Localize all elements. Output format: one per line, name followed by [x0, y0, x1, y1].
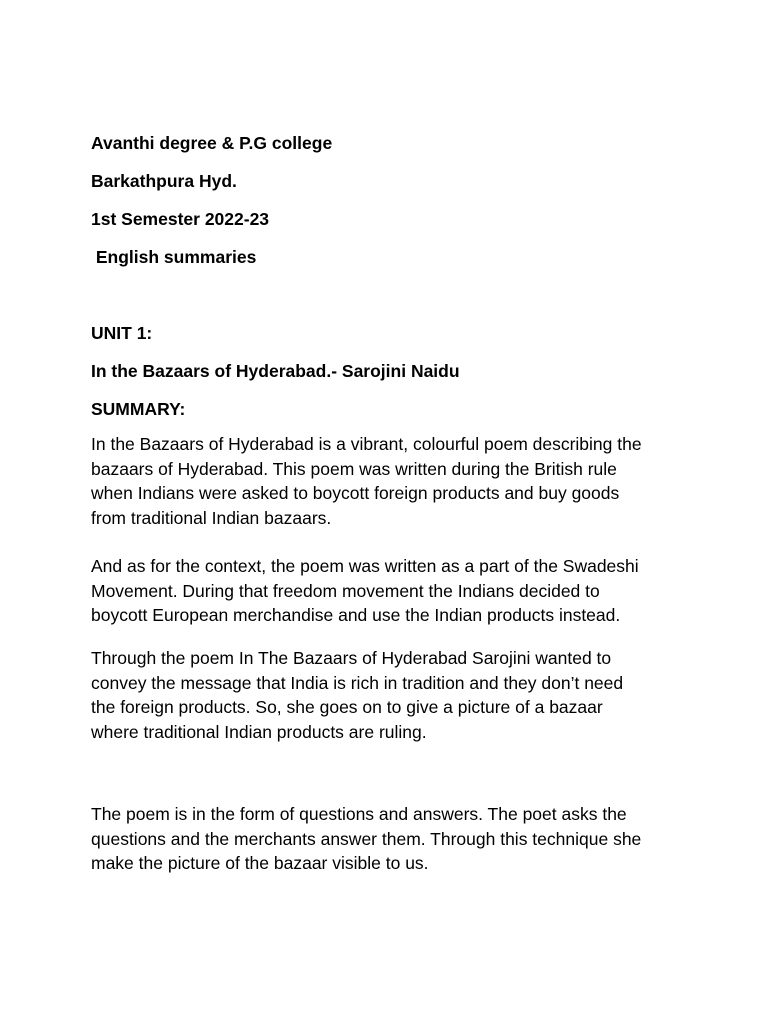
semester-line: 1st Semester 2022-23: [91, 209, 270, 229]
paragraph-line: questions and the merchants answer them. Through this technique she: [91, 828, 642, 849]
college-location: Barkathpura Hyd.: [91, 171, 237, 191]
paragraph-line: the foreign products. So, she goes on to give a picture of a bazaar: [91, 697, 603, 717]
paragraph-line: The poem is in the form of questions and answers. The poet asks the: [91, 804, 627, 824]
paragraph-line: Through the poem In The Bazaars of Hyderabad Sarojini wanted to: [91, 648, 612, 668]
paragraph-line: make the picture of the bazaar visible to us.: [91, 853, 429, 873]
summary-heading: SUMMARY:: [91, 399, 186, 419]
paragraph-3: [91, 646, 721, 744]
paragraph-line: And as for the context, the poem was written as a part of the Swadeshi: [91, 556, 639, 576]
poem-title: In the Bazaars of Hyderabad.- Sarojini Naidu: [91, 361, 460, 381]
paragraph-line: In the Bazaars of Hyderabad is a vibrant, colourful poem describing the: [91, 434, 642, 454]
unit-label: UNIT 1:: [91, 323, 153, 343]
paragraph-1: [91, 432, 721, 530]
paragraph-line: Movement. During that freedom movement the Indians decided to: [91, 580, 600, 601]
paragraph-line: when Indians were asked to boycott foreign products and buy goods: [91, 483, 620, 503]
paragraph-2: [91, 554, 721, 628]
paragraph-4: [91, 802, 721, 876]
paragraph-line: where traditional Indian products are ruling.: [91, 721, 427, 742]
college-name: Avanthi degree & P.G college: [91, 133, 333, 153]
subject-line: English summaries: [91, 247, 257, 267]
paragraph-line: boycott European merchandise and use the Indian products instead.: [91, 605, 621, 625]
paragraph-line: from traditional Indian bazaars.: [91, 507, 332, 528]
paragraph-line: bazaars of Hyderabad. This poem was written during the British rule: [91, 458, 617, 479]
paragraph-line: convey the message that India is rich in tradition and they don’t need: [91, 672, 624, 693]
